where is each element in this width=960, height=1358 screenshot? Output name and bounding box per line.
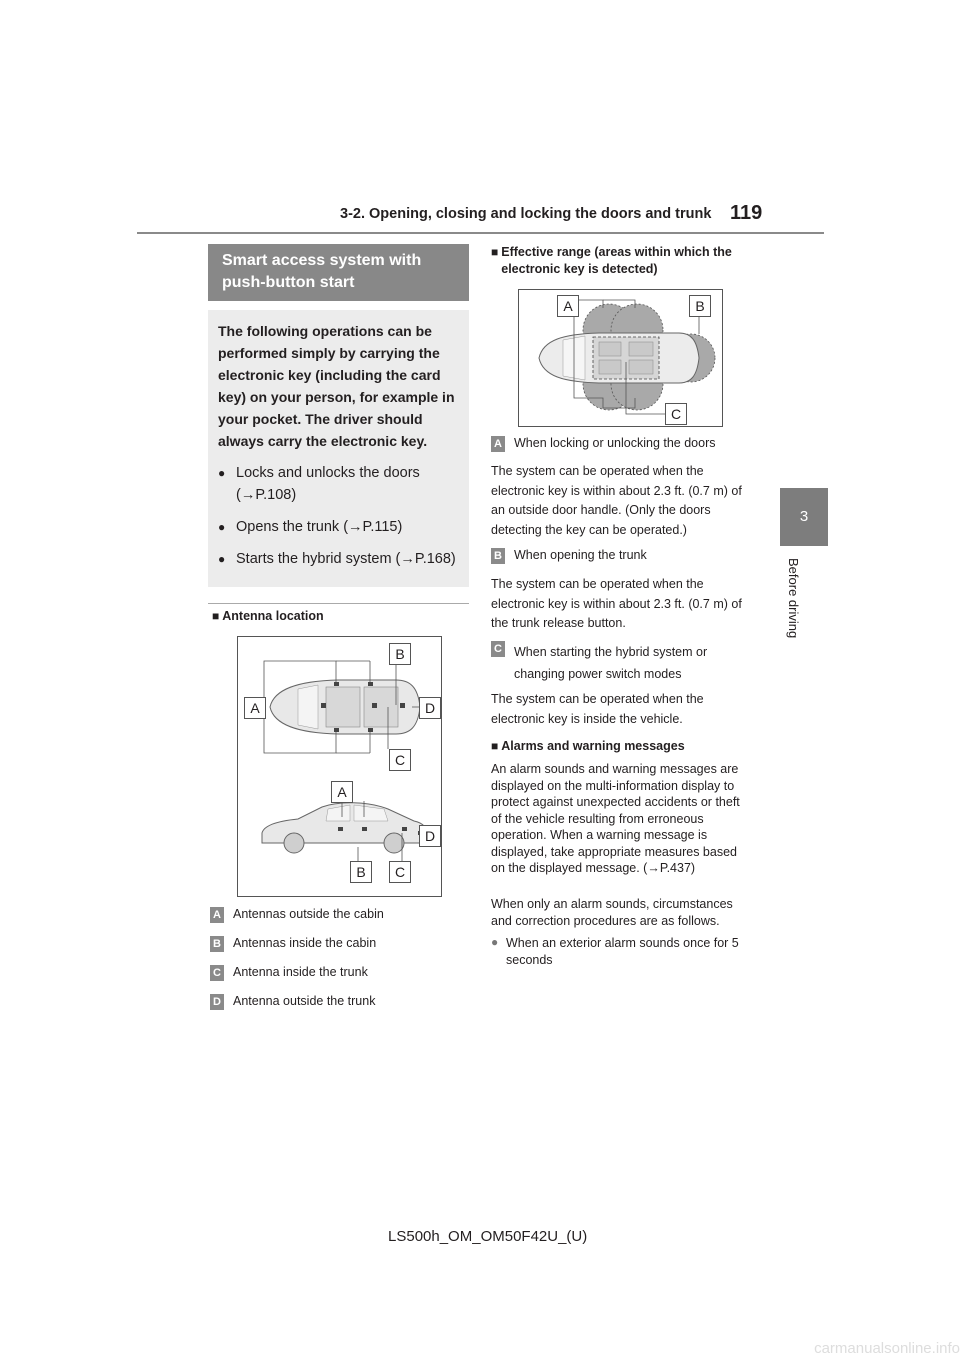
intro-text: The following operations can be performed simply by carrying the electronic key (including the card key) on your person, for example in your pocket. The driver should always carry the electronic key. — [218, 323, 455, 449]
square-bullet-icon: ■ — [212, 609, 220, 623]
divider — [208, 603, 469, 604]
diagram-label-c: C — [389, 749, 411, 771]
diagram-label-c-side: C — [389, 861, 411, 883]
range-label-c: C — [665, 403, 687, 425]
effective-heading — [491, 244, 756, 278]
bullet-icon: ● — [218, 520, 226, 534]
range-label-b: B — [689, 295, 711, 317]
section-title: Smart access system with push-button start — [208, 244, 469, 301]
bullet-icon: ● — [218, 552, 226, 566]
legend-text: Antennas outside the cabin — [233, 907, 384, 921]
range-diagram — [518, 289, 723, 427]
diagram-label-b-side: B — [350, 861, 372, 883]
item-key: A — [491, 436, 505, 452]
item-text: The system can be operated when the electronic key is inside the vehicle. — [491, 692, 704, 726]
header-rule — [137, 232, 824, 234]
item-key: C — [491, 641, 505, 657]
alarms-heading — [491, 739, 685, 753]
bullet-icon: ● — [218, 466, 226, 480]
running-header-title: 3-2. Opening, closing and locking the doors and trunk — [340, 206, 712, 222]
intro-bullet-text: Starts the hybrid system (→P.168) — [236, 551, 456, 567]
square-bullet-icon: ■ — [491, 245, 499, 259]
intro-bullet — [218, 548, 461, 570]
page-number: 119 — [730, 202, 763, 224]
alarms-bullet — [491, 935, 753, 968]
item-title: When opening the trunk — [514, 548, 647, 562]
diagram-label-b: B — [389, 643, 411, 665]
alarms-heading-text: Alarms and warning messages — [501, 739, 685, 753]
item-text: The system can be operated when the electronic key is within about 2.3 ft. (0.7 m) of an outside door handle. (Only the doors detecting the key can be operated.) — [491, 464, 742, 537]
intro-box — [208, 310, 469, 587]
intro-bullet — [218, 462, 461, 506]
item-key: B — [491, 548, 505, 564]
item-title: When starting the hybrid system or changing power switch modes — [514, 645, 708, 681]
intro-bullet — [218, 516, 461, 538]
legend-text: Antenna inside the trunk — [233, 965, 368, 979]
diagram-label-d-side: D — [419, 825, 441, 847]
range-label-a: A — [557, 295, 579, 317]
antenna-heading-text: Antenna location — [222, 609, 324, 623]
diagram-label-d: D — [419, 697, 441, 719]
effective-heading-text: Effective range (areas within which the electronic key is detected) — [501, 245, 732, 276]
chapter-tab-label: Before driving — [786, 558, 801, 639]
item-text: The system can be operated when the electronic key is within about 2.3 ft. (0.7 m) of the trunk release button. — [491, 577, 742, 630]
bullet-icon: ● — [491, 935, 499, 949]
footer-doc-code: LS500h_OM_OM50F42U_(U) — [388, 1228, 588, 1245]
intro-bullet-text: Locks and unlocks the doors (→P.108) — [236, 465, 420, 503]
legend-text: Antenna outside the trunk — [233, 994, 376, 1008]
square-bullet-icon: ■ — [491, 739, 499, 753]
alarms-bullet-text: When an exterior alarm sounds once for 5 seconds — [506, 936, 739, 967]
legend-key: B — [210, 936, 224, 952]
intro-bullet-text: Opens the trunk (→P.115) — [236, 519, 403, 535]
legend-text: Antennas inside the cabin — [233, 936, 377, 950]
legend-key: A — [210, 907, 224, 923]
legend-key: D — [210, 994, 224, 1010]
diagram-label-a-side: A — [331, 781, 353, 803]
antenna-diagram — [237, 636, 442, 897]
alarms-text-2: When only an alarm sounds, circumstances and correction procedures are as follows. — [491, 897, 733, 928]
antenna-heading — [212, 609, 324, 623]
diagram-label-a: A — [244, 697, 266, 719]
alarms-text: An alarm sounds and warning messages are displayed on the multi-information display to protect against unexpected accidents or theft of the vehicle resulting from erroneous operation. When a warning message is displayed, take appropriate measures based on the displayed message. (→P.437) — [491, 762, 740, 875]
watermark: carmanualsonline.info — [814, 1340, 960, 1357]
chapter-tab: 3 — [780, 488, 828, 546]
legend-key: C — [210, 965, 224, 981]
item-title: When locking or unlocking the doors — [514, 436, 716, 450]
